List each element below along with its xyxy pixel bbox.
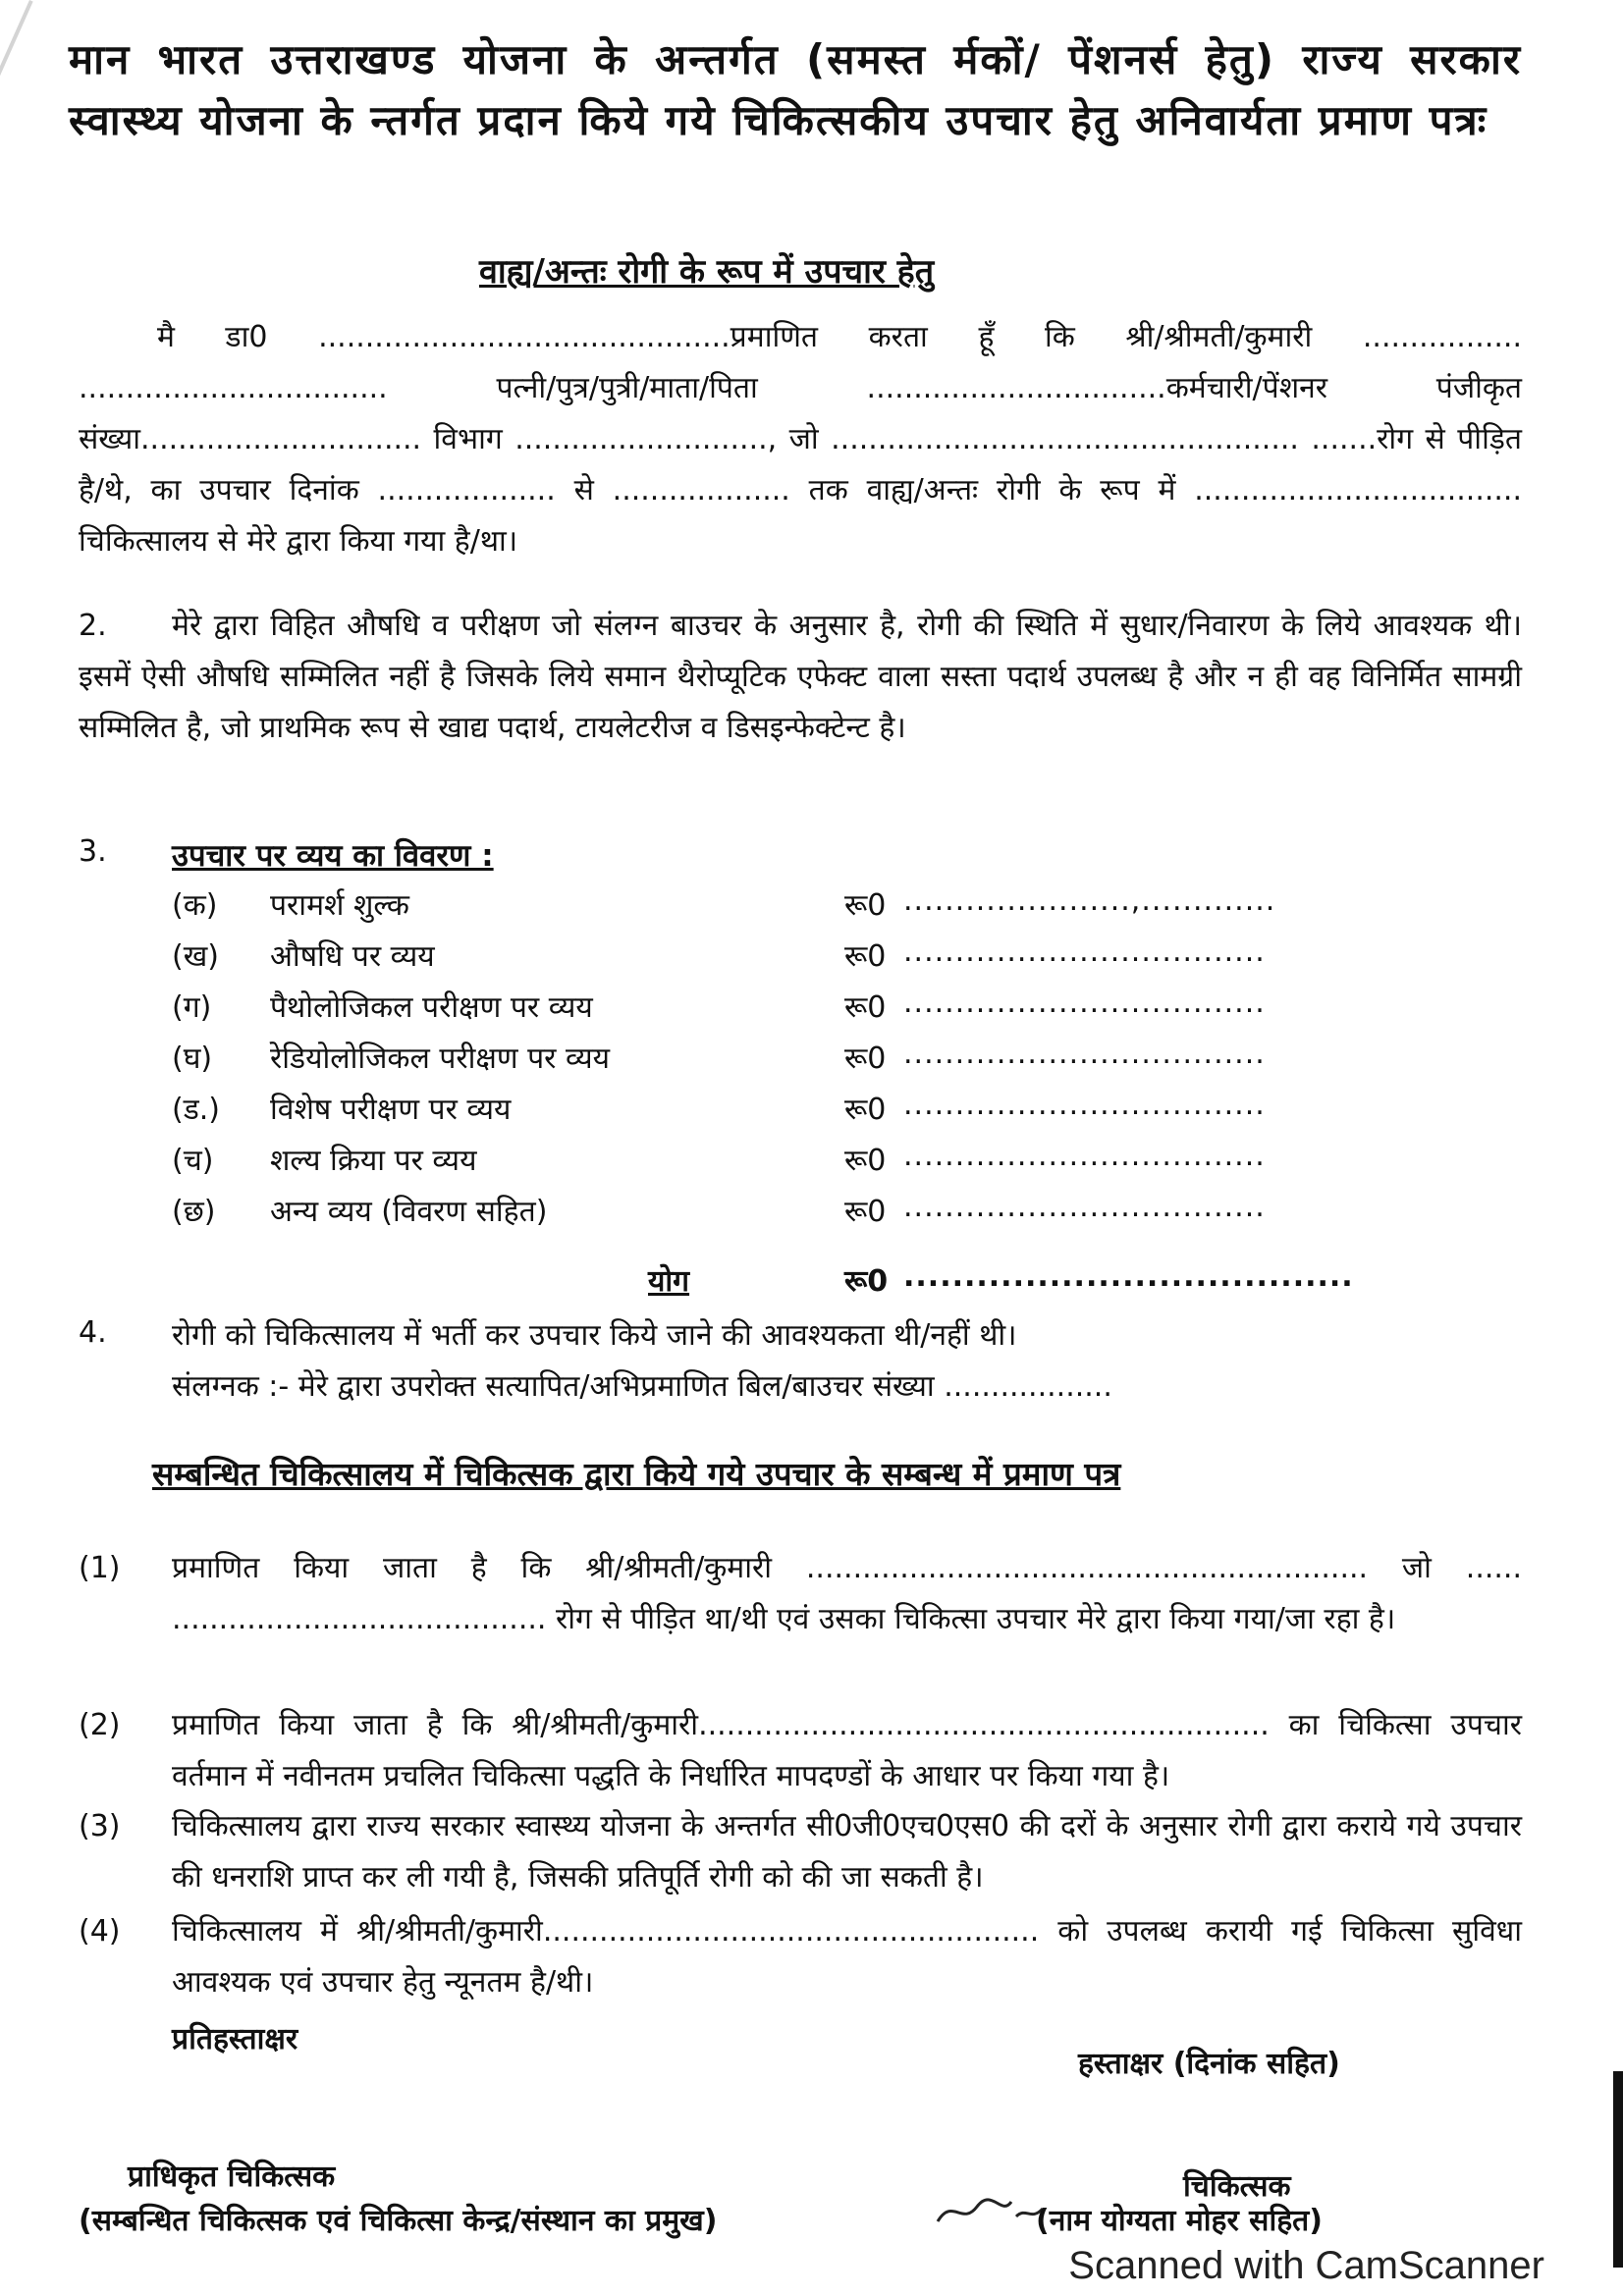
expense-row	[172, 1088, 1370, 1137]
handwritten-signature	[933, 2187, 1051, 2236]
doctor-note: (नाम योग्यता मोहर सहित)	[1036, 2204, 1323, 2238]
expense-row	[172, 883, 1370, 933]
expense-item: विशेष परीक्षण पर व्यय	[270, 1093, 512, 1127]
certificate-number: (2)	[79, 1708, 121, 1742]
expense-label: (क)	[172, 888, 218, 923]
certificate-number: (3)	[79, 1809, 121, 1843]
expense-item: शल्य क्रिया पर व्यय	[270, 1144, 477, 1178]
signature-date-label: हस्ताक्षर (दिनांक सहित)	[1078, 2047, 1340, 2081]
expense-currency: रू0	[844, 1093, 887, 1127]
expense-item: औषधि पर व्यय	[270, 939, 435, 974]
expense-currency: रू0	[844, 1041, 887, 1076]
expense-title: उपचार पर व्यय का विवरण :	[172, 838, 494, 874]
expense-blank: ...................................	[903, 1037, 1266, 1071]
certificate-text: प्रमाणित किया जाता है कि श्री/श्रीमती/कुमारी ............................................................ जो ...... ........................................ रोग से पीड़ित था/थी एवं उसका चिकित्सा उपचार मेरे द्वारा किया गया/जा रहा है।	[172, 1551, 1522, 1636]
total-blank: .....................................	[903, 1259, 1354, 1294]
certificate-number: (4)	[79, 1914, 121, 1949]
paragraph-2: मेरे द्वारा विहित औषधि व परीक्षण जो संलग्न बाउचर के अनुसार है, रोगी की स्थिति में सुधार/निवारण के लिये आवश्यक थी। इसमें ऐसी औषधि सम्मिलित नहीं है जिसके लिये समान थैरोप्यूटिक एफेक्ट वाला सस्ता पदार्थ उपलब्ध है और न ही वह विनिर्मित सामग्री सम्मिलित है, जो प्राथमिक रूप से खाद्य पदार्थ, टायलेटरीज व डिसइन्फेक्टेन्ट है।	[79, 609, 1522, 745]
total-currency: रू0	[844, 1264, 889, 1299]
expense-row	[172, 986, 1370, 1035]
certificate-text: प्रमाणित किया जाता है कि श्री/श्रीमती/कुमारी............................................................. का चिकित्सा उपचार वर्तमान में नवीनतम प्रचलित चिकित्सा पद्धति के निर्धारित मापदण्डों के आधार पर किया गया है।	[172, 1708, 1522, 1793]
total-label: योग	[648, 1264, 690, 1299]
paragraph-3-number: 3.	[79, 834, 107, 869]
expense-item: परामर्श शुल्क	[270, 888, 409, 923]
certificate-text: चिकित्सालय द्वारा राज्य सरकार स्वास्थ्य योजना के अन्तर्गत सी0जी0एच0एस0 की दरों के अनुसार रोगी द्वारा कराये गये उपचार की धनराशि प्राप्त कर ली गयी है, जिसकी प्रतिपूर्ति रोगी को की जा सकती है।	[172, 1809, 1522, 1895]
expense-blank: ...................................	[903, 1190, 1266, 1224]
expense-blank: ...................................	[903, 934, 1266, 969]
expense-blank: ...................................	[903, 986, 1266, 1020]
authorized-doctor-label: प्राधिकृत चिकित्सक	[128, 2160, 336, 2194]
expense-label: (ड.)	[172, 1093, 220, 1127]
certificate-text: चिकित्सालय में श्री/श्रीमती/कुमारी..................................................... को उपलब्ध करायी गई चिकित्सा सुविधा आवश्यक एवं उपचार हेतु न्यूनतम है/थी।	[172, 1914, 1522, 2000]
expense-label: (च)	[172, 1144, 214, 1178]
paragraph-4-line-1: रोगी को चिकित्सालय में भर्ती कर उपचार किये जाने की आवश्यकता थी/नहीं थी।	[172, 1318, 1017, 1353]
expense-total-row	[172, 1259, 1370, 1308]
scan-edge-shadow	[0, 0, 33, 280]
expense-blank: ......................,.............	[903, 883, 1276, 918]
expense-row	[172, 1190, 1370, 1239]
expense-currency: रू0	[844, 939, 887, 974]
paragraph-1: मै डा0 ............................................प्रमाणित करता हूँ कि श्री/श्रीमती/कुमारी ................. ................................. पत्नी/पुत्र/पुत्री/माता/पिता ................................कर्मचारी/पेंशनर पंजीकृत संख्या.............................. विभाग ..........................., जो .................................................. .......रोग से पीड़ित है/थे, का उपचार दिनांक ................... से ................... तक वाह्य/अन्तः रोगी के रूप में ................................... चिकित्सालय से मेरे द्वारा किया गया है/था।	[79, 320, 1522, 559]
expense-currency: रू0	[844, 1195, 887, 1229]
expense-currency: रू0	[844, 990, 887, 1025]
doctor-label: चिकित्सक	[1183, 2169, 1291, 2204]
scan-edge-bar	[1613, 2071, 1623, 2268]
expense-blank: ...................................	[903, 1139, 1266, 1173]
expense-label: (घ)	[172, 1041, 213, 1076]
expense-currency: रू0	[844, 1144, 887, 1178]
expense-row	[172, 934, 1370, 984]
expense-item: रेडियोलोजिकल परीक्षण पर व्यय	[270, 1041, 611, 1076]
section-title-opd-ipd: वाह्य/अन्तः रोगी के रूप में उपचार हेतु	[479, 252, 935, 292]
expense-row	[172, 1139, 1370, 1188]
paragraph-4-line-2: संलग्नक :- मेरे द्वारा उपरोक्त सत्यापित/अभिप्रमाणित बिल/बाउचर संख्या ..................	[172, 1369, 1112, 1404]
paragraph-4-number: 4.	[79, 1315, 107, 1350]
expense-label: (ग)	[172, 990, 212, 1025]
countersign-label: प्रतिहस्ताक्षर	[172, 2022, 298, 2056]
expense-row	[172, 1037, 1370, 1086]
section-title-hospital-certificate: सम्बन्धित चिकित्सालय में चिकित्सक द्वारा किये गये उपचार के सम्बन्ध में प्रमाण पत्र	[152, 1455, 1121, 1493]
expense-currency: रू0	[844, 888, 887, 923]
expense-blank: ...................................	[903, 1088, 1266, 1122]
certificate-number: (1)	[79, 1551, 121, 1585]
paragraph-2-number: 2.	[79, 609, 107, 643]
authorized-doctor-note: (सम्बन्धित चिकित्सक एवं चिकित्सा केन्द्र/संस्थान का प्रमुख)	[79, 2204, 718, 2238]
expense-label: (छ)	[172, 1195, 216, 1229]
expense-label: (ख)	[172, 939, 219, 974]
document-heading: मान भारत उत्तराखण्ड योजना के अन्तर्गत (समस्त र्मकों/ पेंशनर्स हेतु) राज्य सरकार स्वास्थ्य योजना के न्तर्गत प्रदान किये गये चिकित्सकीय उपचार हेतु अनिवार्यता प्रमाण पत्रः	[69, 35, 1522, 144]
expense-item: अन्य व्यय (विवरण सहित)	[270, 1195, 548, 1229]
camscanner-watermark: Scanned with CamScanner	[1068, 2244, 1544, 2287]
expense-item: पैथोलोजिकल परीक्षण पर व्यय	[270, 990, 593, 1025]
